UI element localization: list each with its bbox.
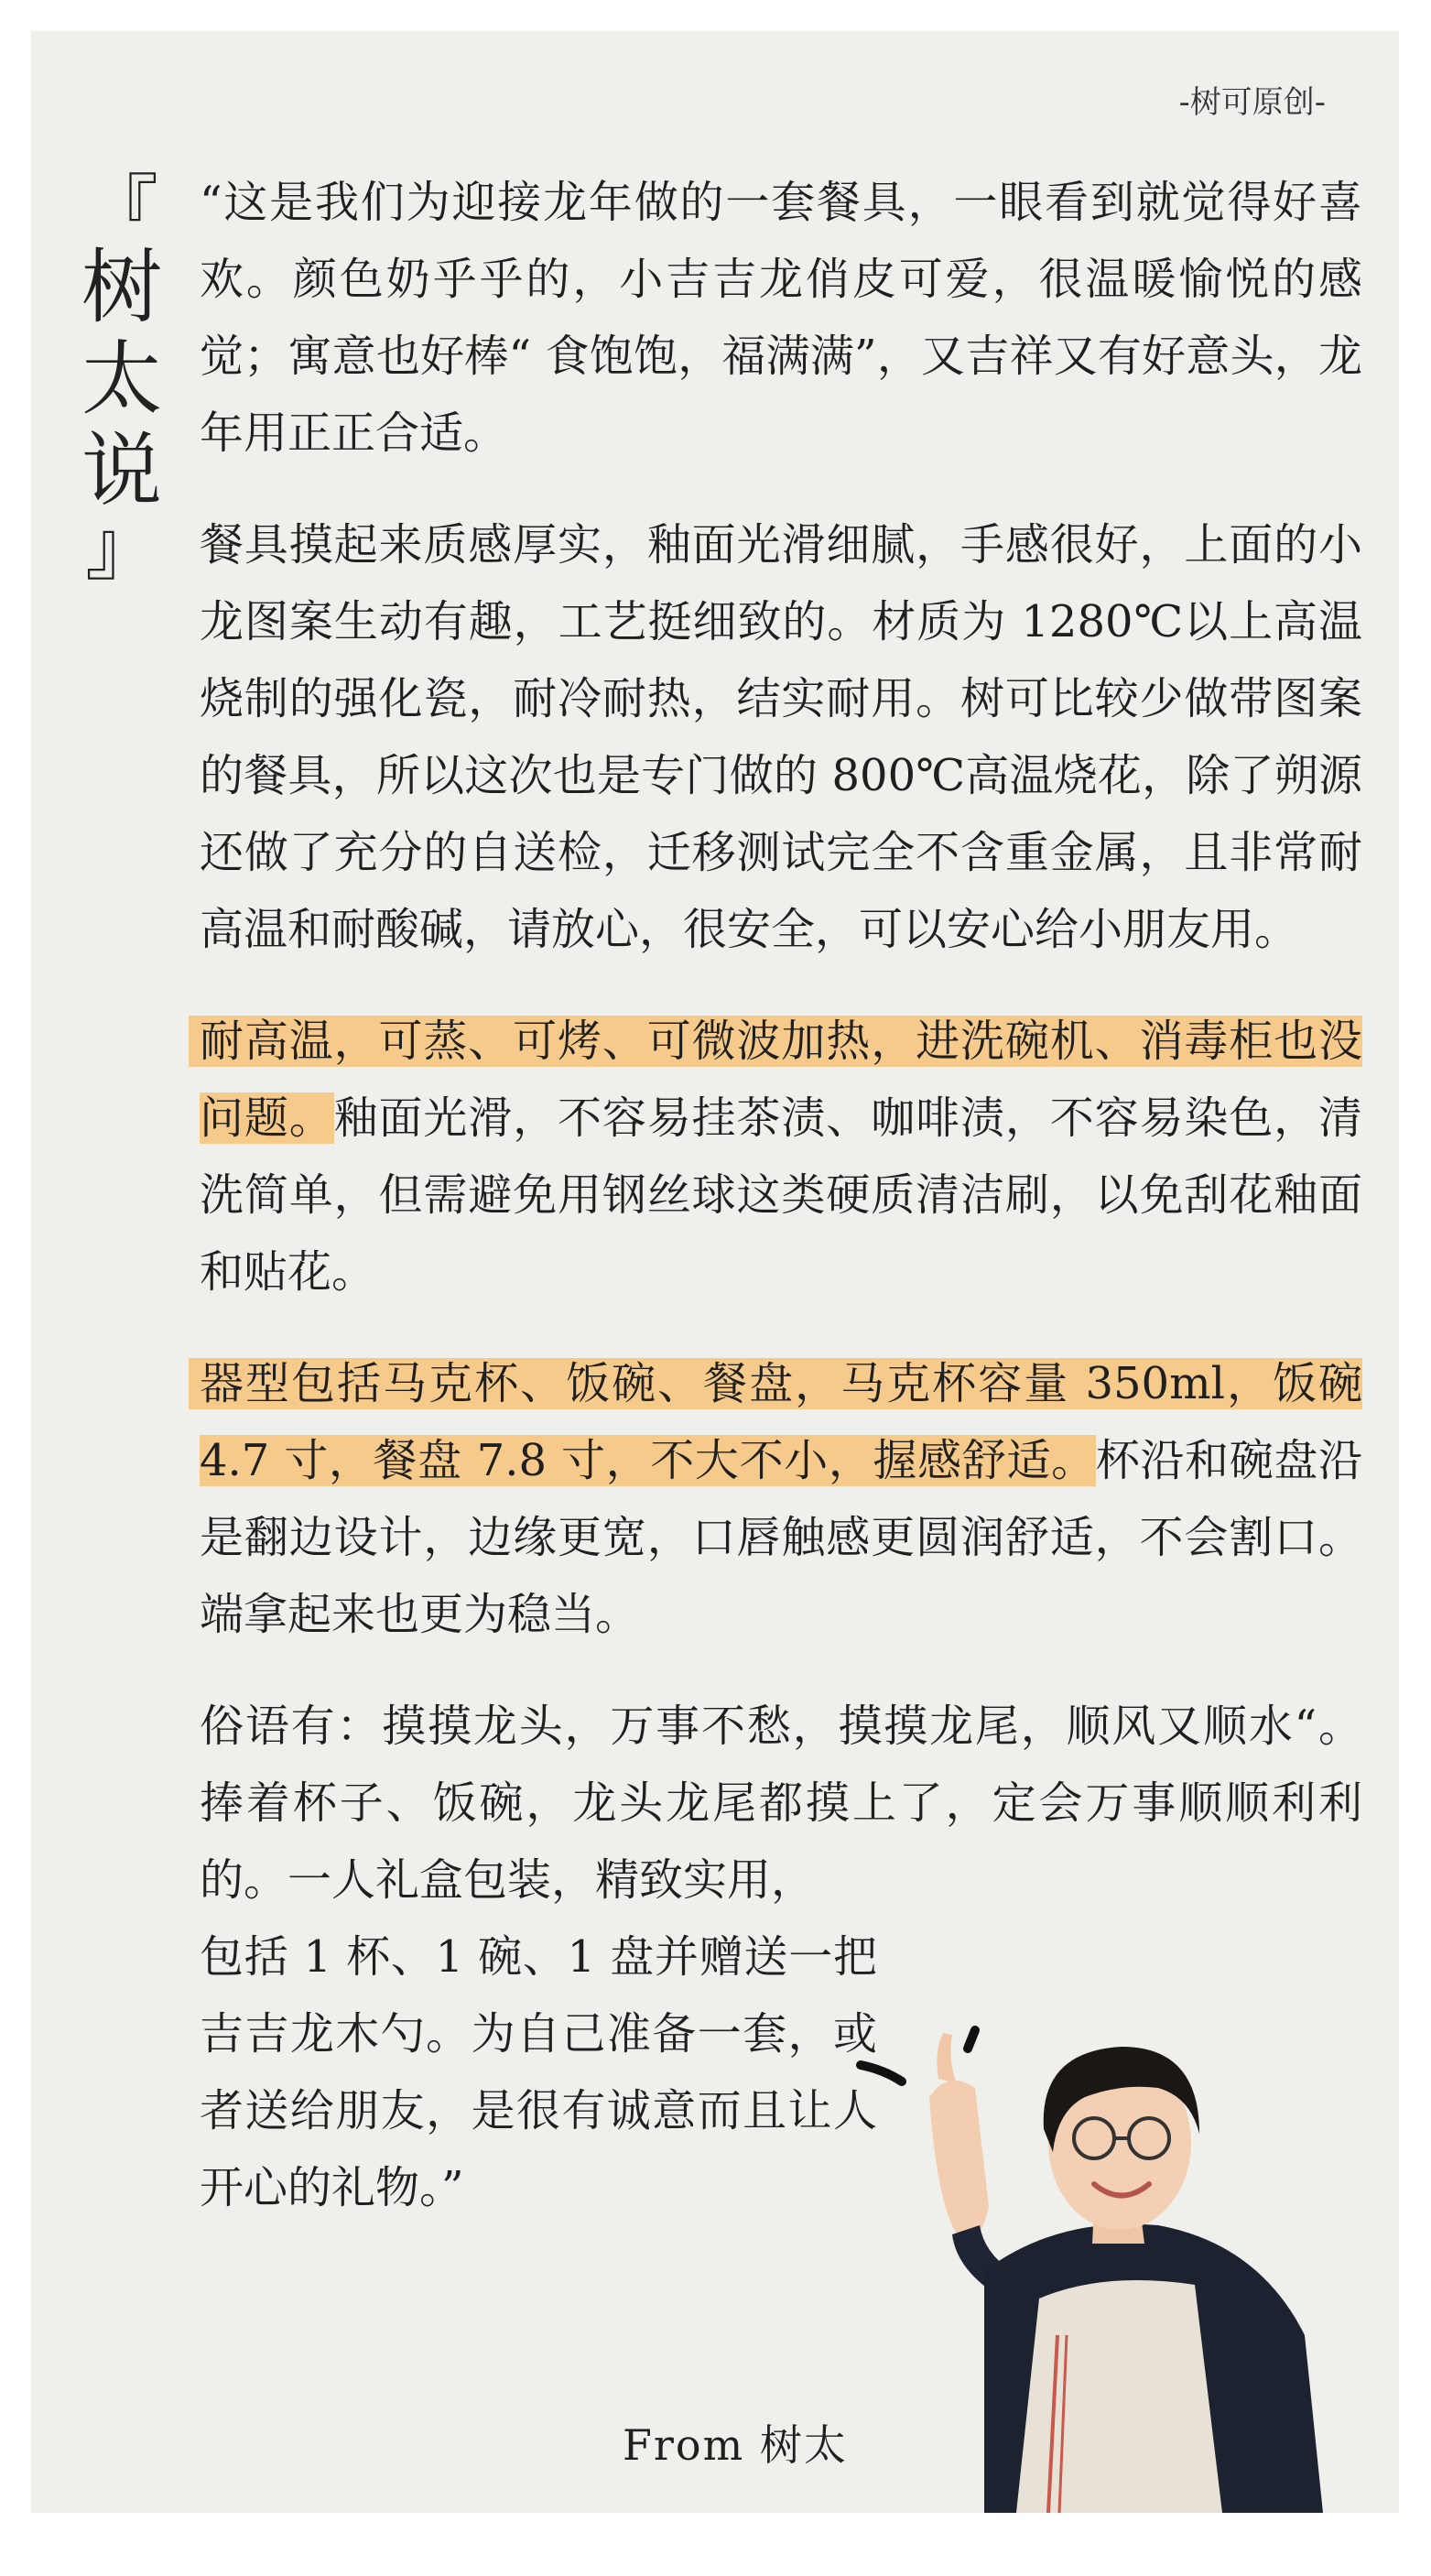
highlight-shape: 器型包括马克杯、饭碗、餐盘，马克杯容量 350ml，饭碗 4.7 寸，餐盘 7.8 寸，不大不小，握感舒适。 — [200, 1358, 1362, 1486]
title-char-1: 树 — [81, 240, 162, 334]
presenter-photo — [829, 1969, 1341, 2513]
signature: From 树太 — [623, 2420, 848, 2470]
credit-label: -树可原创- — [1178, 84, 1326, 121]
title-open-bracket: 『 — [85, 167, 158, 252]
title-close-bracket: 』 — [85, 505, 158, 591]
paragraph-gift: 包括 1 杯、1 碗、1 盘并赠送一把吉吉龙木勺。为自己准备一套，或者送给朋友，是很有诚意而且让人开心的礼物。” — [200, 1931, 877, 2213]
paragraph-heat — [200, 1003, 1362, 1310]
title-char-3: 说 — [81, 423, 162, 517]
paragraph-shape — [200, 1345, 1362, 1653]
paragraph-heat-rest: 釉面光滑，不容易挂茶渍、咖啡渍，不容易染色，清洗简单，但需避免用钢丝球这类硬质清洁刷，以免刮花釉面和贴花。 — [200, 1092, 1362, 1298]
title-char-2: 太 — [81, 332, 162, 426]
paragraph-saying: 俗语有：摸摸龙头，万事不愁，摸摸龙尾，顺风又顺水“。捧着杯子、饭碗，龙头龙尾都摸上了，定会万事顺顺利利的。一人礼盒包装，精致实用， — [200, 1701, 1362, 1906]
vertical-title — [71, 167, 172, 591]
paragraph-material: 餐具摸起来质感厚实，釉面光滑细腻，手感很好，上面的小龙图案生动有趣，工艺挺细致的。材质为 1280℃以上高温烧制的强化瓷，耐冷耐热，结实耐用。树可比较少做带图案的餐具，所以这次也是专门做的 800℃高温烧花，除了朔源还做了充分的自送检，迁移测试完全不含重金属，且非常耐高温和耐酸碱，请放心，很安全，可以安心给小朋友用。 — [200, 519, 1362, 955]
highlight-heat: 耐高温，可蒸、可烤、可微波加热，进洗碗机、消毒柜也没问题。 — [200, 1016, 1362, 1144]
paragraph-shape-rest: 杯沿和碗盘沿是翻边设计，边缘更宽，口唇触感更圆润舒适，不会割口。端拿起来也更为稳当。 — [200, 1435, 1362, 1640]
article-body — [200, 164, 1362, 2261]
paragraph-intro: “这是我们为迎接龙年做的一套餐具，一眼看到就觉得好喜欢。颜色奶乎乎的，小吉吉龙俏皮可爱，很温暖愉悦的感觉；寓意也好棒“ 食饱饱，福满满”，又吉祥又有好意头，龙年用正正合适。 — [200, 177, 1362, 459]
